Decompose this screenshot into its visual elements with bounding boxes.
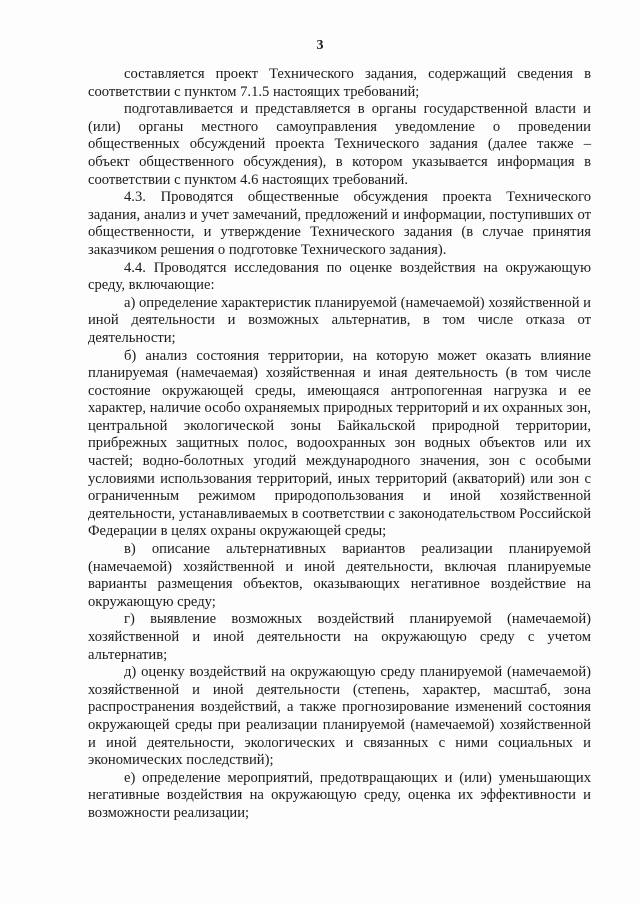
paragraph-4-4: 4.4. Проводятся исследования по оценке воздействия на окружающую среду, включающие:: [88, 259, 591, 294]
paragraph-draft-terms: составляется проект Технического задания, содержащий сведения в соответствии с пунктом 7.1.5 настоящих требований;: [88, 66, 591, 100]
page-number: 3: [316, 38, 324, 53]
list-item-g: г) выявление возможных воздействий планируемой (намечаемой) хозяйственной и иной деятельности на окружающую среду с учетом альтернатив;: [88, 611, 591, 663]
list-item-e: е) определение мероприятий, предотвращающих и (или) уменьшающих негативные воздействия на окружающую среду, оценка их эффективности и возможности реализации;: [88, 769, 591, 821]
list-item-d: д) оценку воздействий на окружающую среду планируемой (намечаемой) хозяйственной и иной деятельности (степень, характер, масштаб, зона распространения воздействий, а также прогнозирование изменений состояния окружающей среды при реализации планируемой (намечаемой) хозяйственной и иной деятельности, экологических и связанных с ними социальных и экономических последствий);: [88, 664, 591, 769]
paragraph-notification: подготавливается и представляется в органы государственной власти и (или) органы местного самоуправления уведомление о проведении общественных обсуждений проекта Технического задания (далее также – объект общественного обсуждения), в котором указывается информация в соответствии с пунктом 4.6 настоящих требований.: [88, 101, 591, 188]
paragraph-4-3: 4.3. Проводятся общественные обсуждения проекта Технического задания, анализ и учет замечаний, предложений и информации, поступивших от общественности, и утверждение Технического задания (в случае принятия заказчиком решения о подготовке Технического задания).: [88, 189, 591, 258]
list-item-b: б) анализ состояния территории, на которую может оказать влияние планируемая (намечаемая) хозяйственная и иная деятельность (в том числе состояние окружающей среды, имеющаяся антропогенная нагрузка и ее характер, наличие особо охраняемых природных территорий и их охранных зон, центральной экологической зоны Байкальской природной территории, прибрежных защитных полос, водоохранных зон водных объектов или их частей; водно-болотных угодий международного значения, зон с особыми условиями использования территорий, иных территорий (акваторий) или зон с ограниченным режимом природопользования и иной хозяйственной деятельности, устанавливаемых в соответствии с законодательством Российской Федерации в целях охраны окружающей среды;: [88, 347, 591, 540]
list-item-v: в) описание альтернативных вариантов реализации планируемой (намечаемой) хозяйственной и иной деятельности, включая планируемые варианты размещения объектов, оказывающих негативное воздействие на окружающую среду;: [88, 541, 591, 610]
list-item-a: а) определение характеристик планируемой (намечаемой) хозяйственной и иной деятельности и возможных альтернатив, в том числе отказа от деятельности;: [88, 294, 591, 346]
document-body: [88, 66, 591, 823]
